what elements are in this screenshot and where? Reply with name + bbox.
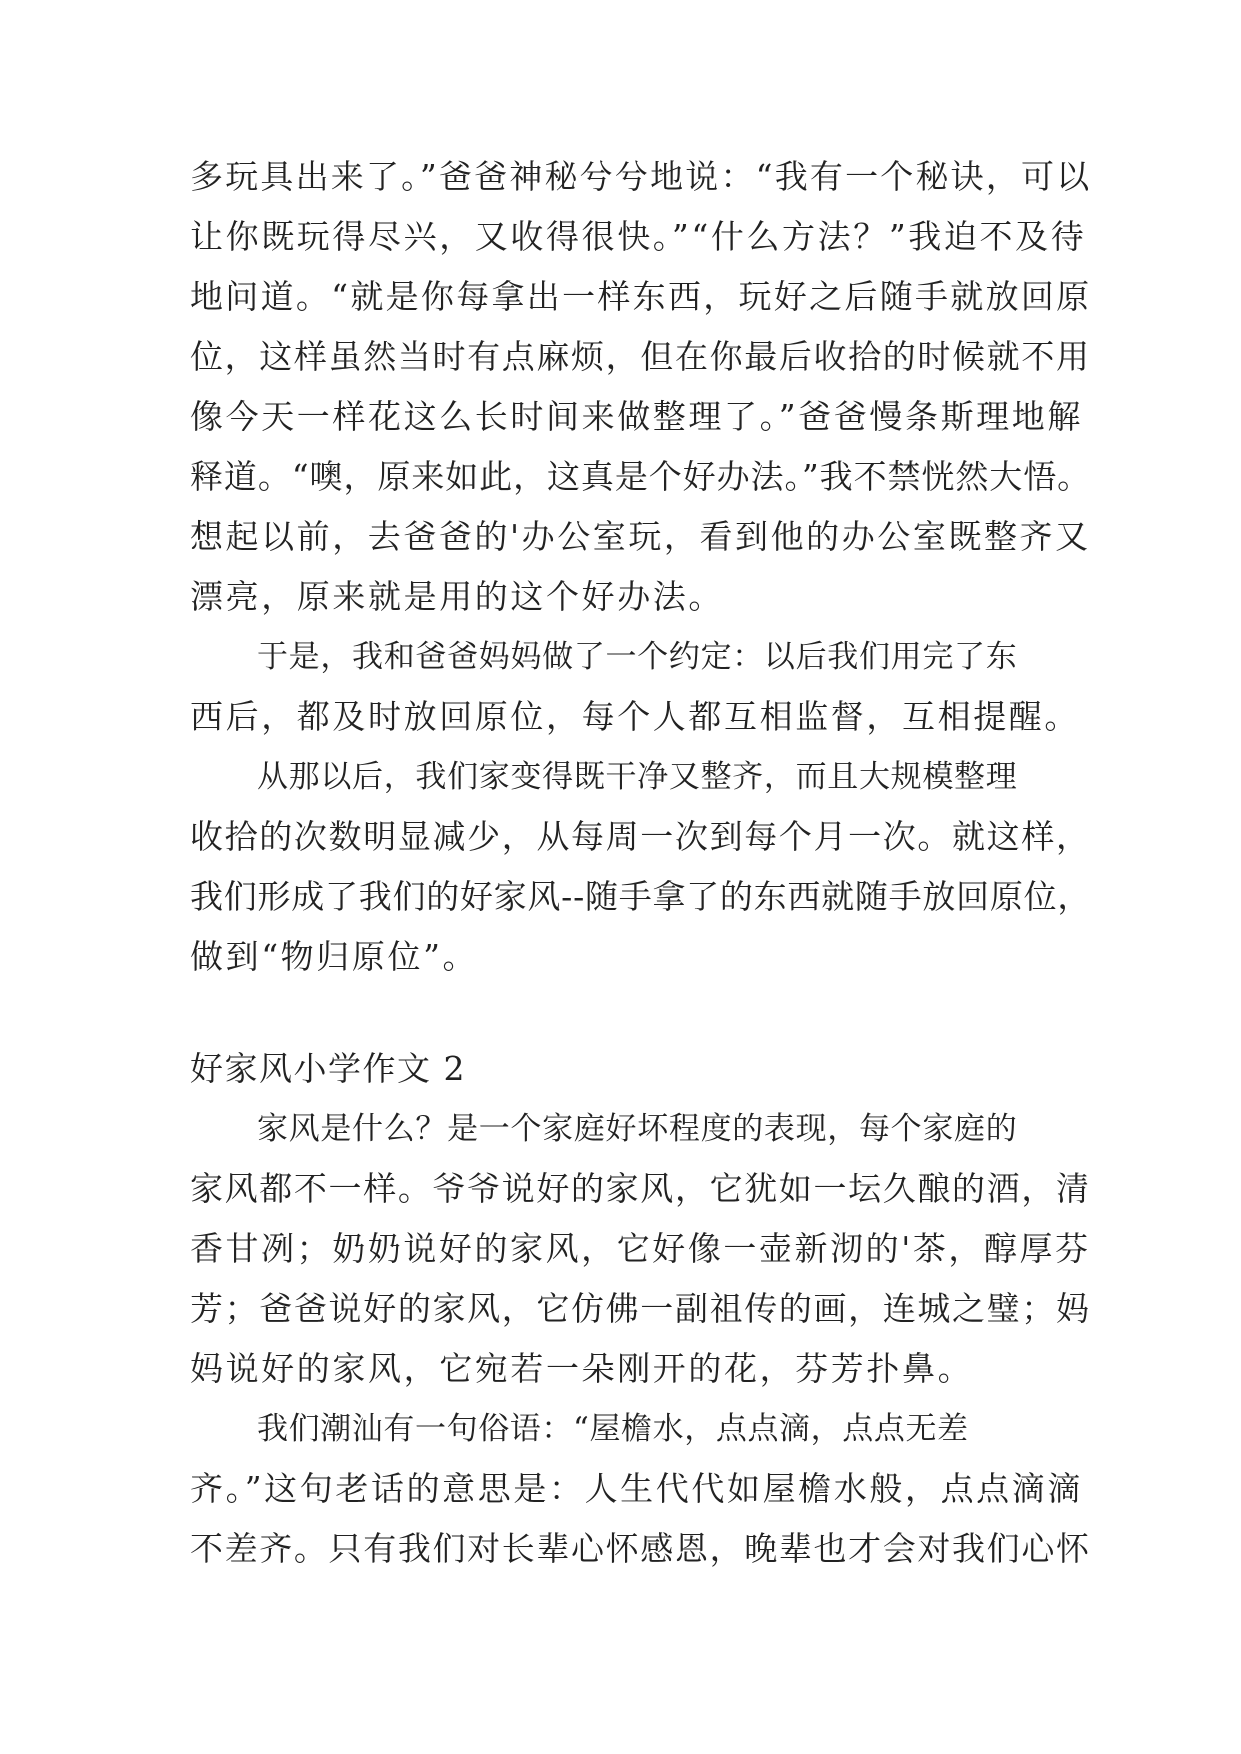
text-line: 我们形成了我们的好家风--随手拿了的东西就随手放回原位， — [190, 877, 1092, 916]
paragraph-first-line: 我们潮汕有一句俗语：“屋檐水，点点滴，点点无差 — [257, 1411, 969, 1447]
text-line: 芳；爸爸说好的家风，它仿佛一副祖传的画，连城之璧；妈 — [190, 1289, 1091, 1328]
text-line: 不差齐。只有我们对长辈心怀感恩，晚辈也才会对我们心怀 — [190, 1529, 1091, 1568]
text-line: 释道。“噢，原来如此，这真是个好办法。”我不禁恍然大悟。 — [190, 457, 1092, 496]
text-line: 多玩具出来了。”爸爸神秘兮兮地说：“我有一个秘诀，可以 — [190, 157, 1092, 196]
text-line: 家风都不一样。爷爷说好的家风，它犹如一坛久酿的酒，清 — [190, 1169, 1091, 1208]
section-heading: 好家风小学作文 2 — [190, 1049, 466, 1088]
text-line: 香甘冽；奶奶说好的家风，它好像一壶新沏的'茶，醇厚芬 — [190, 1229, 1091, 1268]
text-line: 做到“物归原位”。 — [190, 937, 479, 976]
paragraph-first-line: 家风是什么？是一个家庭好坏程度的表现，每个家庭的 — [257, 1111, 1018, 1147]
text-line: 齐。”这句老话的意思是：人生代代如屋檐水般，点点滴滴 — [190, 1469, 1083, 1508]
text-line: 像今天一样花这么长时间来做整理了。”爸爸慢条斯理地解 — [190, 397, 1083, 436]
text-line: 位，这样虽然当时有点麻烦，但在你最后收拾的时候就不用 — [190, 337, 1091, 376]
text-line: 让你既玩得尽兴，又收得很快。”“什么方法？”我迫不及待 — [190, 217, 1087, 256]
text-line: 地问道。“就是你每拿出一样东西，玩好之后随手就放回原 — [190, 277, 1092, 316]
text-line: 妈说好的家风，它宛若一朵刚开的花，芬芳扑鼻。 — [190, 1349, 974, 1388]
text-line: 西后，都及时放回原位，每个人都互相监督，互相提醒。 — [190, 697, 1080, 736]
paragraph-first-line: 从那以后，我们家变得既干净又整齐，而且大规模整理 — [257, 759, 1018, 795]
text-line: 想起以前，去爸爸的'办公室玩，看到他的办公室既整齐又 — [190, 517, 1091, 556]
text-line: 漂亮，原来就是用的这个好办法。 — [190, 577, 724, 616]
text-line: 收拾的次数明显减少，从每周一次到每个月一次。就这样， — [190, 817, 1091, 856]
paragraph-first-line: 于是，我和爸爸妈妈做了一个约定：以后我们用完了东 — [257, 639, 1018, 675]
